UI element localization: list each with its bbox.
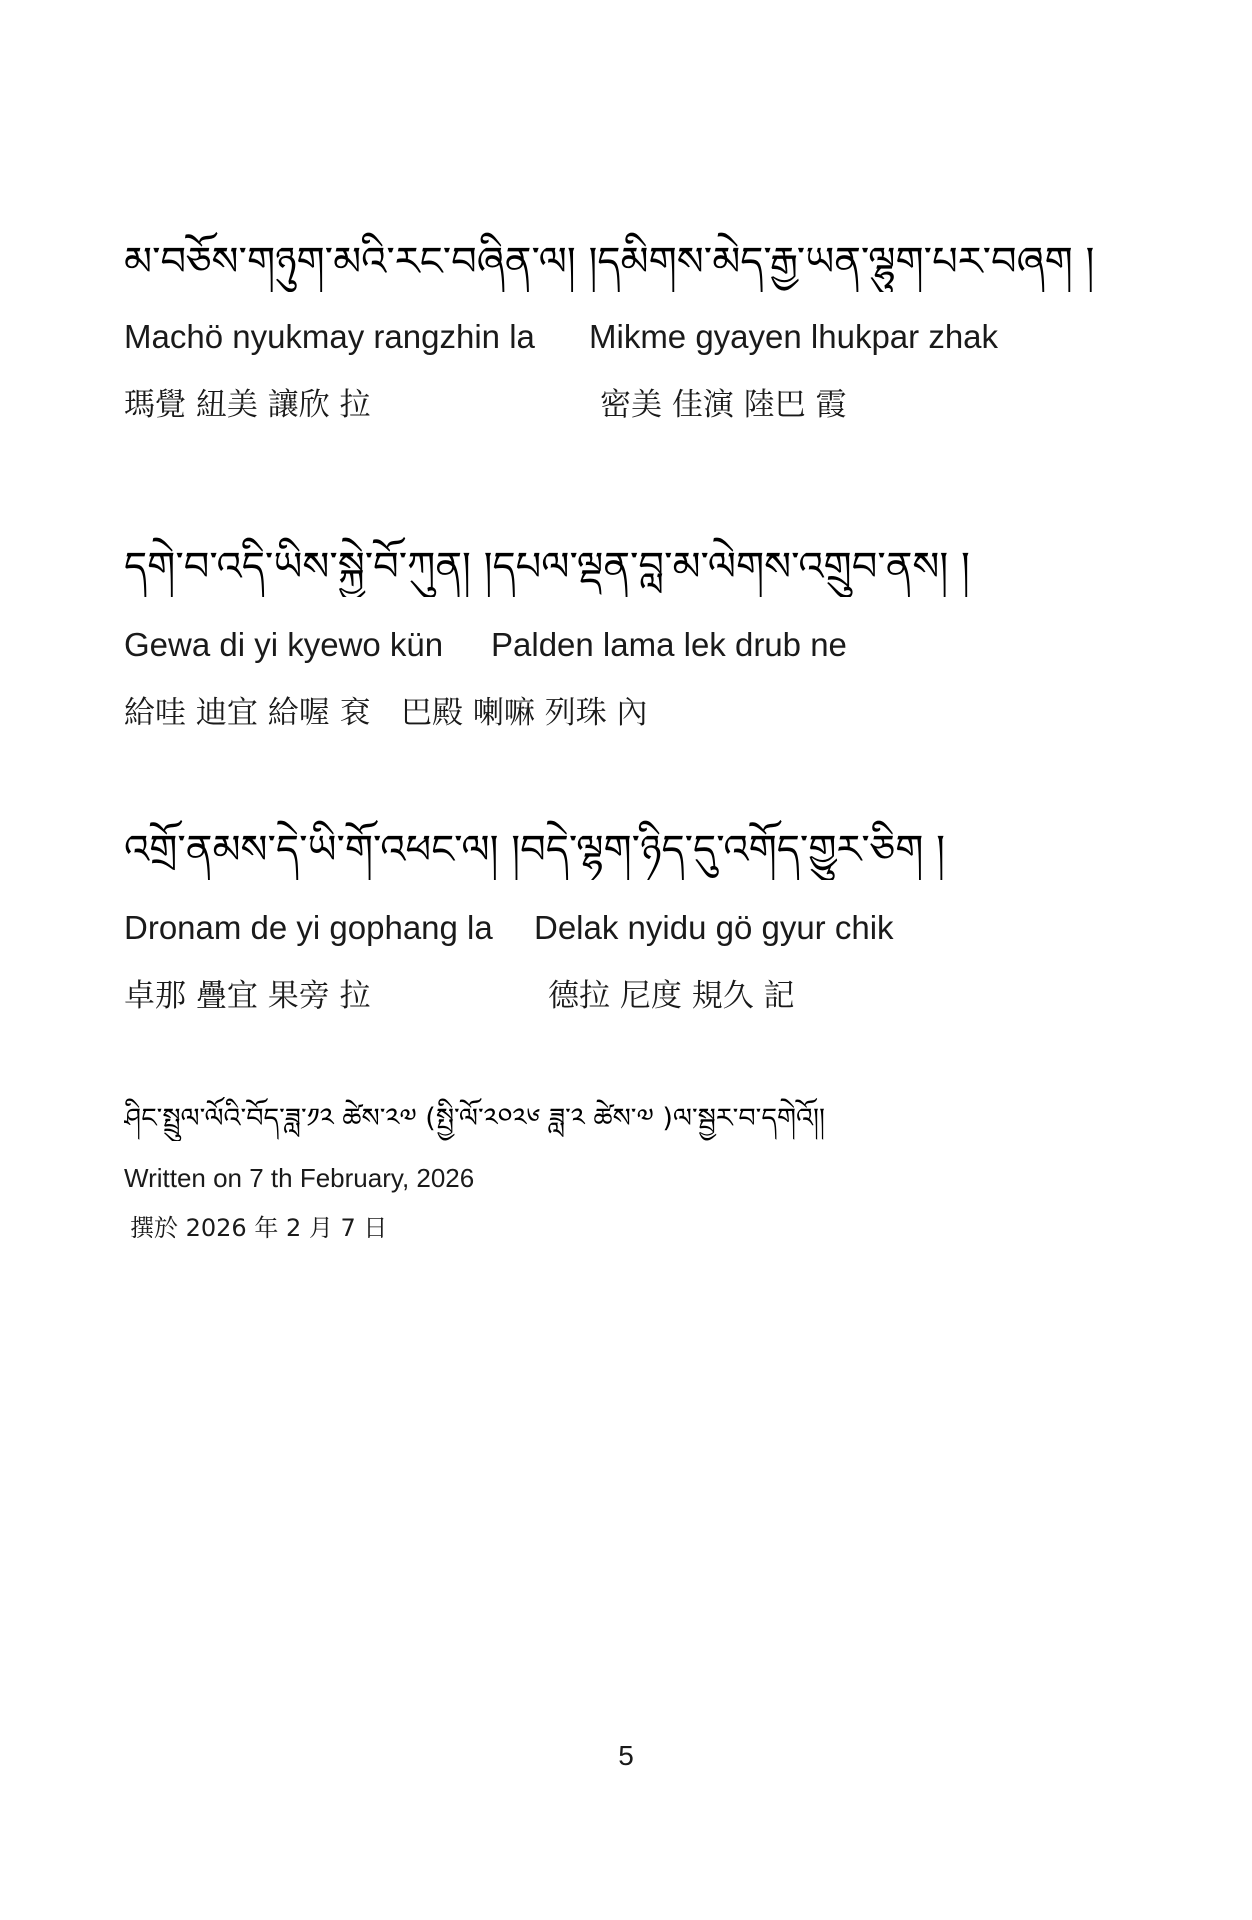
colophon-english-date: Written on 7 th February, 2026 xyxy=(124,1163,475,1193)
verse-1-romanization-right: Mikme gyayen lhukpar zhak xyxy=(589,318,999,355)
verse-1-chinese xyxy=(124,383,847,427)
verse-1-romanization xyxy=(124,315,999,359)
verse-2-romanization-left: Gewa di yi kyewo kün xyxy=(124,626,444,663)
verse-2-romanization xyxy=(124,623,847,667)
verse-3-romanization-right: Delak nyidu gö gyur chik xyxy=(534,909,894,946)
verse-2-chinese-left: 給哇 迪宜 給喔 袞 xyxy=(124,695,371,731)
verse-3-chinese-right: 德拉 尼度 規久 記 xyxy=(548,978,795,1014)
verse-3-chinese-left: 卓那 疊宜 果旁 拉 xyxy=(124,978,371,1014)
verse-1-romanization-left: Machö nyukmay rangzhin la xyxy=(124,318,535,355)
colophon-chinese-date: 撰於 2026 年 2 月 7 日 xyxy=(130,1214,388,1242)
verse-2-tibetan: དགེ་བ་འདི་ཡིས་སྐྱེ་བོ་ཀུན། །དཔལ་ལྡན་བླ་མ་ལེགས་འགྲུབ་ནས། ། xyxy=(124,544,970,590)
verse-2-romanization-right: Palden lama lek drub ne xyxy=(491,626,847,663)
verse-1-tibetan: མ་བཅོས་གཉུག་མའི་རང་བཞིན་ལ། །དམིགས་མེད་རྒྱ་ཡན་ལྷུག་པར་བཞག ། xyxy=(124,239,1095,285)
verse-2-chinese-right: 巴殿 喇嘛 列珠 內 xyxy=(401,695,648,731)
verse-2-chinese xyxy=(124,691,648,735)
verse-3-romanization-left: Dronam de yi gophang la xyxy=(124,909,493,946)
verse-1-chinese-right: 密美 佳演 陸巴 霞 xyxy=(600,387,847,423)
verse-3-tibetan: འགྲོ་ནམས་དེ་ཡི་གོ་འཕང་ལ། །བདེ་ལྷག་ཉིད་དུ་འགོད་གྱུར་ཅིག ། xyxy=(124,827,945,873)
colophon-tibetan: ཤིང་སྤྲུལ་ལོའི་བོད་ཟླ་༡༢ ཚེས་༢༧ (སྤྱི་ལོ་༢༠༢༦ ཟླ་༢ ཚེས་༧ )ལ་སྦྱར་བ་དགེའོ།། xyxy=(124,1103,825,1134)
verse-1-chinese-left: 瑪覺 紐美 讓欣 拉 xyxy=(124,387,371,423)
verse-3-chinese xyxy=(124,974,795,1018)
page-number: 5 xyxy=(618,1740,634,1771)
verse-3-romanization xyxy=(124,906,894,950)
